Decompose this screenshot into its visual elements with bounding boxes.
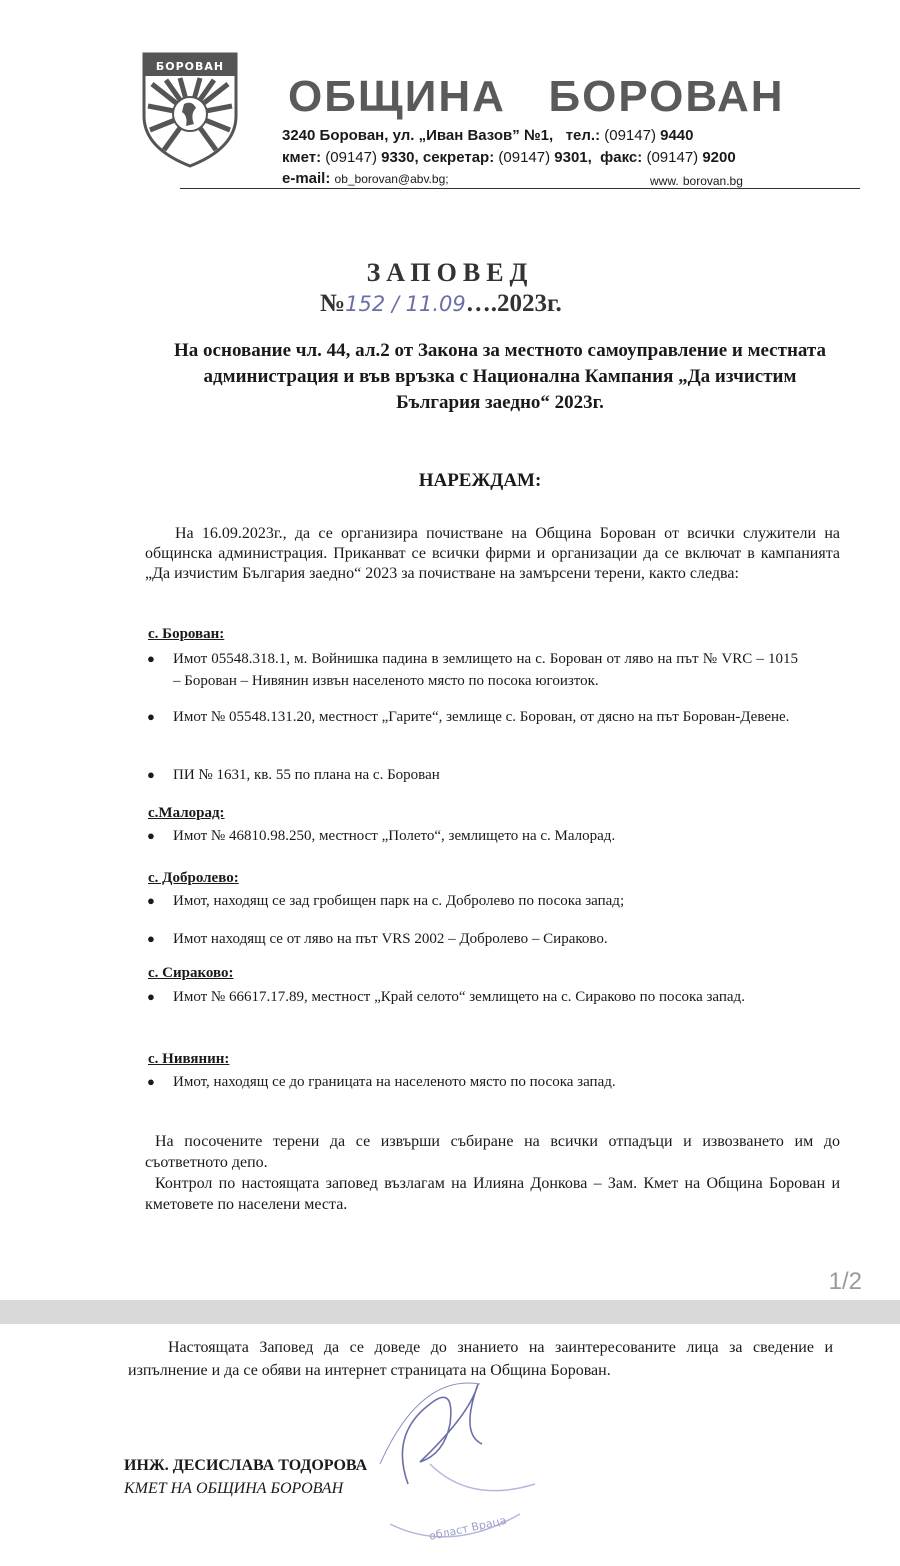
location-item: ● Имот находящ се от ляво на път VRS 2002 – Добролево – Сираково. [148,928,798,950]
location-heading: с. Борован: [148,626,225,642]
signer-name: ИНЖ. ДЕСИСЛАВА ТОДОРОВА [124,1457,368,1474]
header-divider [180,188,860,189]
mayor-number: 9330, [381,149,419,166]
address: 3240 Борован, ул. „Иван Вазов” №1, [282,127,554,144]
bullet-icon: ● [147,893,155,908]
bullet-icon: ● [147,767,155,782]
location-heading: с. Сираково: [148,965,234,981]
bullet-icon: ● [147,709,155,724]
fax-code: (09147) [646,149,699,166]
location-item: ● Имот № 66617.17.89, местност „Край селото“ землището на с. Сираково по посока запад. [148,986,798,1008]
location-item: ● Имот 05548.318.1, м. Войнишка падина в землището на с. Борован от ляво на път № VRC – 1015 – Борован – Нивянин извън населеното място по посока югоизток. [148,648,798,692]
municipality-coat-of-arms [140,44,240,168]
mayor-label: кмет: [282,149,322,166]
closing-paragraph: На посочените терени да се извърши събиране на всички отпадъци и извозването им до съответното депо. [145,1133,840,1171]
location-item: ● ПИ № 1631, кв. 55 по плана на с. Борован [148,764,798,786]
page-indicator: 1/2 [828,1268,862,1295]
document-page-2 [0,1324,900,1566]
header-email-line [282,170,449,187]
secretary-label: секретар: [422,149,495,166]
secretary-code: (09147) [498,149,551,166]
header-contacts-line [282,149,736,166]
bullet-icon: ● [147,828,155,843]
email-value: ob_borovan@abv.bg; [334,172,449,186]
notification-paragraph: Настоящата Заповед да се доведе до знанието на заинтересованите лица за сведение и изпълнение и да се обяви на интернет страницата на Община Борован. [128,1339,833,1379]
municipality-title: ОБЩИНА БОРОВАН [288,72,785,121]
order-number-prefix: № [320,290,346,317]
location-item: ● Имот, находящ се до границата на населеното място по посока запад. [148,1071,798,1093]
bullet-icon: ● [147,931,155,946]
order-number-suffix: ….2023г. [465,290,562,317]
bullet-icon: ● [147,1074,155,1089]
location-heading: с. Добролево: [148,870,239,886]
signature-and-stamp [360,1344,560,1566]
location-item: ● Имот № 05548.131.20, местност „Гарите“, землище с. Борован, от дясно на път Борован-Девене. [148,706,798,728]
email-label: e-mail: [282,170,331,187]
emblem-text: БОРОВАН [155,60,225,73]
phone-number: 9440 [660,127,694,144]
location-heading: с.Малорад: [148,805,225,821]
phone-label: тел.: [565,127,601,144]
web-label: www. [650,174,679,188]
mayor-code: (09147) [325,149,377,166]
order-number [320,290,562,318]
command-heading: НАРЕЖДАМ: [418,470,542,491]
location-heading: с. Нивянин: [148,1051,230,1067]
order-number-handwritten: 152 / 11.09 [345,292,466,316]
legal-basis: На основание чл. 44, ал.2 от Закона за местното самоуправление и местната администрация и във връзка с Национална Кампания „Да изчистим България заедно“ 2023г. [174,340,826,413]
signer-title: КМЕТ НА ОБЩИНА БОРОВАН [124,1480,344,1497]
fax-label: факс: [600,149,643,166]
location-item: ● Имот, находящ се зад гробищен парк на с. Добролево по посока запад; [148,890,798,912]
location-item: ● Имот № 46810.98.250, местност „Полето“, землището на с. Малорад. [148,825,798,847]
closing-paragraph: Контрол по настоящата заповед възлагам на Илияна Донкова – Зам. Кмет на Община Борован и кметовете по населени места. [145,1175,840,1213]
stamp-text: област Враца [427,1513,508,1543]
phone-code: (09147) [604,127,656,144]
header-web-line [650,172,743,189]
order-title: ЗАПОВЕД [366,258,534,287]
header-address-line [282,127,694,144]
bullet-icon: ● [147,651,155,666]
fax-number: 9200 [702,149,736,166]
page-separator [0,1300,900,1324]
web-value: borovan.bg [682,174,743,188]
intro-paragraph: На 16.09.2023г., да се организира почистване на Община Борован от всички служители на общинска администрация. Приканват се всички фирми и организации да се включат в кампанията „Да изчистим България заедно“ 2023 за почистване на замърсени терени, както следва: [145,525,840,582]
bullet-icon: ● [147,989,155,1004]
secretary-number: 9301, [554,149,592,166]
